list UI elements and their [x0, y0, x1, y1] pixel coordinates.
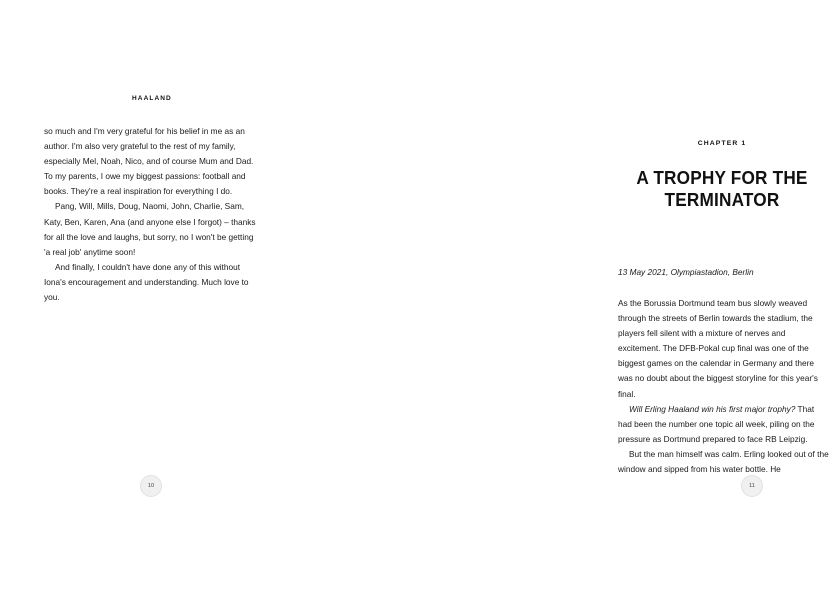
running-head: HAALAND: [132, 95, 172, 102]
page-number-left: 10: [140, 475, 162, 497]
chapter-title-line-2: TERMINATOR: [664, 189, 780, 210]
left-page-body: [44, 124, 256, 305]
page-right: [300, 0, 829, 600]
paragraph: As the Borussia Dortmund team bus slowly weaved through the streets of Berlin towards the stadium, the players fell silent with a mixture of nerves and excitement. The DFB-Pokal cup final was one of the biggest games on the calendar in Germany and there was no doubt about the biggest storyline for this year's final.: [618, 298, 818, 399]
paragraph: so much and I'm very grateful for his belief in me as an author. I'm also very grateful to the rest of my family, especially Mel, Noah, Nico, and of course Mum and Dad. To my parents, I owe my biggest passions: football and books. They're a real inspiration for everything I do.: [44, 126, 254, 197]
chapter-title-line-1: A TROPHY FOR THE: [636, 167, 808, 188]
right-page-body: [618, 296, 830, 477]
page-number-right: 11: [741, 475, 763, 497]
chapter-title: [619, 167, 825, 211]
paragraph: And finally, I couldn't have done any of this without Iona's encouragement and understanding. Much love to you.: [44, 261, 249, 303]
paragraph: Pang, Will, Mills, Doug, Naomi, John, Charlie, Sam, Katy, Ben, Karen, Ana (and anyone else I forgot) – thanks for all the love and laughs, but sorry, no I won't be getting 'a real job' anytime soon!: [44, 201, 256, 257]
paragraph-italic-lead: Will Erling Haaland win his first major trophy?: [629, 403, 796, 414]
paragraph-text: That had been the number one topic all week, piling on the pressure as Dortmund prepared to face RB Leipzig.: [618, 403, 815, 444]
dateline: 13 May 2021, Olympiastadion, Berlin: [618, 267, 754, 277]
chapter-label: CHAPTER 1: [697, 140, 747, 147]
paragraph: But the man himself was calm. Erling looked out of the window and sipped from his water bottle. He: [618, 448, 829, 475]
paragraph: [618, 402, 830, 447]
page-left: [0, 0, 300, 600]
